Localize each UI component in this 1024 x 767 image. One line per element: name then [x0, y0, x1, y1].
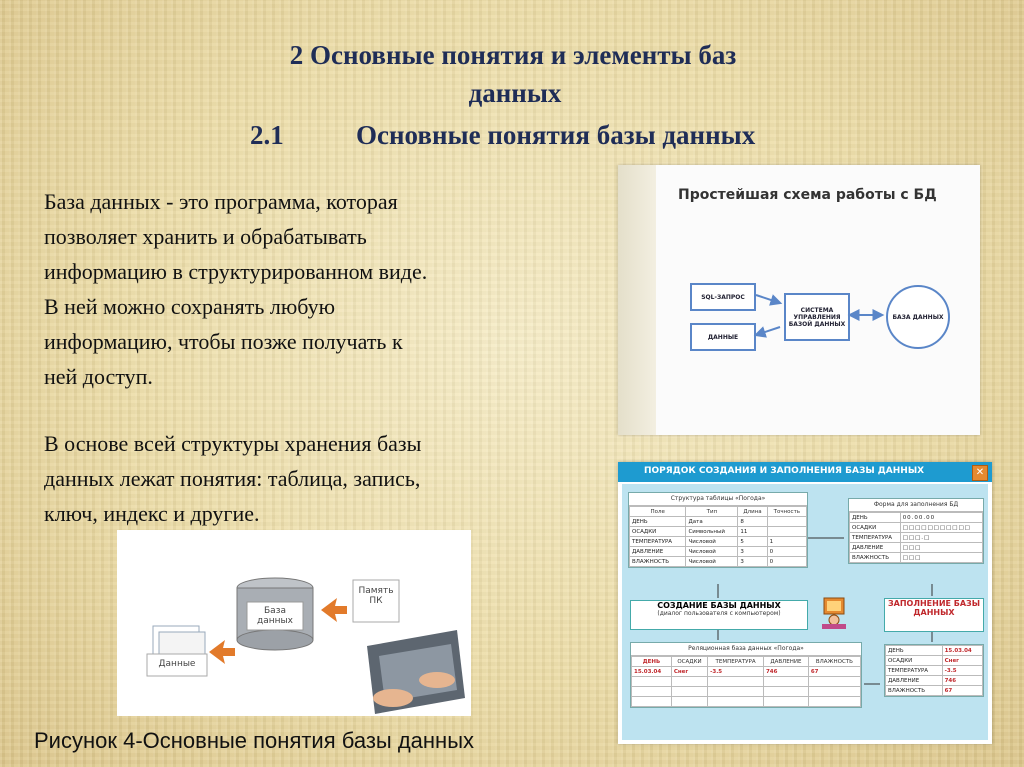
table-row [630, 547, 807, 557]
table-cell [671, 687, 707, 697]
filled-form-table [884, 644, 984, 697]
table-cell [708, 677, 764, 687]
subtitle-number: 2.1 [250, 120, 284, 150]
table-cell [763, 687, 808, 697]
table-cell: 00.00.00 [900, 513, 982, 523]
table-row [632, 677, 861, 687]
table-cell [671, 677, 707, 687]
cylinder-label-line2: данных [257, 616, 293, 626]
structure-header: Тип [686, 507, 738, 517]
table-cell: ТЕМПЕРАТУРА [630, 537, 686, 547]
table-cell: 1 [767, 537, 806, 547]
procedure-header-text: ПОРЯДОК СОЗДАНИЯ И ЗАПОЛНЕНИЯ БАЗЫ ДАННЫХ [644, 466, 925, 476]
table-cell: ВЛАЖНОСТЬ [886, 686, 943, 696]
figure-caption: Рисунок 4-Основные понятия базы данных [34, 728, 475, 753]
arrow-dbms-to-data [756, 327, 780, 335]
relational-table [630, 642, 862, 708]
table-cell: 67 [808, 667, 860, 677]
relational-header: ДАВЛЕНИЕ [763, 657, 808, 667]
query-box: SQL-ЗАПРОС [690, 283, 756, 311]
table-cell: -3.5 [708, 667, 764, 677]
table-cell: 746 [942, 676, 982, 686]
table-cell [708, 687, 764, 697]
paragraph-definition [44, 184, 574, 394]
create-db-banner [630, 600, 808, 630]
table-cell [808, 677, 860, 687]
table-cell: □□□ [900, 553, 982, 563]
table-cell: 0 [767, 547, 806, 557]
filled-form-grid [885, 645, 983, 696]
structure-grid [629, 506, 807, 567]
cylinder-bottom [237, 630, 313, 650]
form-table [848, 498, 984, 564]
table-row [886, 656, 983, 666]
table-cell: Числовой [686, 547, 738, 557]
table-cell: -3.5 [942, 666, 982, 676]
paragraph-line: данных лежат понятия: таблица, запись, [44, 466, 421, 491]
arrow-data-to-db [209, 640, 235, 664]
paragraph-structure [44, 426, 574, 531]
table-cell: 3 [738, 547, 767, 557]
table-row [886, 686, 983, 696]
table-row [630, 527, 807, 537]
table-cell: 8 [738, 517, 767, 527]
table-row [850, 533, 983, 543]
table-cell: 15.03.04 [942, 646, 982, 656]
structure-table [628, 492, 808, 568]
paragraph-line: информацию, чтобы позже получать к [44, 329, 403, 354]
arrow-query-to-dbms [756, 295, 780, 303]
data-label: Данные [158, 659, 196, 669]
table-cell: ДЕНЬ [886, 646, 943, 656]
table-cell: ВЛАЖНОСТЬ [630, 557, 686, 567]
user-computer-icon-glyph [818, 596, 850, 630]
table-cell: Снег [942, 656, 982, 666]
structure-header: Точность [767, 507, 806, 517]
figure-db-procedure [618, 462, 992, 744]
table-cell: □□□.□ [900, 533, 982, 543]
table-cell: ДАВЛЕНИЕ [630, 547, 686, 557]
table-cell [763, 677, 808, 687]
table-row [632, 687, 861, 697]
table-cell: ДЕНЬ [850, 513, 901, 523]
table-cell [763, 697, 808, 707]
memory-label-line1: Память [358, 586, 394, 596]
table-row [886, 666, 983, 676]
form-caption: Форма для заполнения БД [849, 499, 983, 512]
table-cell: Снег [671, 667, 707, 677]
table-cell: ДАВЛЕНИЕ [886, 676, 943, 686]
slide-title-line2: данных [468, 78, 562, 108]
table-cell: 746 [763, 667, 808, 677]
table-row [850, 523, 983, 533]
table-row [886, 646, 983, 656]
table-cell: Числовой [686, 557, 738, 567]
table-row [630, 557, 807, 567]
table-row [850, 553, 983, 563]
table-cell [808, 687, 860, 697]
structure-header: Поле [630, 507, 686, 517]
create-db-title: СОЗДАНИЕ БАЗЫ ДАННЫХ [657, 601, 781, 610]
user-computer-icon [818, 596, 850, 630]
relational-caption: Реляционная база данных «Погода» [631, 643, 861, 656]
close-icon: ✕ [972, 465, 988, 481]
schema-title: Простейшая схема работы с БД [678, 187, 937, 203]
table-row [630, 517, 807, 527]
table-cell [632, 687, 672, 697]
figure-db-schema [618, 165, 980, 435]
table-cell: ТЕМПЕРАТУРА [886, 666, 943, 676]
table-cell: ВЛАЖНОСТЬ [850, 553, 901, 563]
paragraph-line: позволяет хранить и обрабатывать [44, 224, 367, 249]
paragraph-line: В основе всей структуры хранения базы [44, 431, 422, 456]
table-cell: Дата [686, 517, 738, 527]
table-row [850, 513, 983, 523]
relational-header: ДЕНЬ [632, 657, 672, 667]
relational-grid [631, 656, 861, 707]
fill-db-banner [884, 598, 984, 632]
memory-label [353, 586, 399, 606]
form-grid [849, 512, 983, 563]
table-cell: 0 [767, 557, 806, 567]
table-row [850, 543, 983, 553]
table-cell [767, 527, 806, 537]
cylinder-label [247, 606, 303, 626]
schema-arrows [618, 165, 980, 435]
paragraph-line: ключ, индекс и другие. [44, 501, 260, 526]
create-db-subtitle: (диалог пользователя с компьютером) [657, 610, 781, 617]
table-cell: Символьный [686, 527, 738, 537]
subtitle-text: Основные понятия базы данных [356, 120, 756, 150]
table-row [886, 676, 983, 686]
data-box: ДАННЫЕ [690, 323, 756, 351]
table-cell: ОСАДКИ [850, 523, 901, 533]
table-cell [671, 697, 707, 707]
paragraph-line: информацию в структурированном виде. [44, 259, 428, 284]
procedure-body [622, 484, 988, 740]
slide-title-line1: 2 Основные понятия и элементы баз [289, 40, 737, 70]
structure-header: Длина [738, 507, 767, 517]
table-row [632, 697, 861, 707]
memory-label-line2: ПК [369, 596, 383, 606]
structure-caption: Структура таблицы «Погода» [629, 493, 807, 506]
database-circle: БАЗА ДАННЫХ [886, 285, 950, 349]
table-cell: Числовой [686, 537, 738, 547]
relational-header: ТЕМПЕРАТУРА [708, 657, 764, 667]
table-cell: 11 [738, 527, 767, 537]
hand-right [419, 672, 455, 688]
hand-left [373, 689, 413, 707]
table-cell: □□□□□□□□□□□ [900, 523, 982, 533]
table-cell: ДАВЛЕНИЕ [850, 543, 901, 553]
table-cell: ОСАДКИ [630, 527, 686, 537]
procedure-header [618, 462, 992, 482]
paragraph-line: ней доступ. [44, 364, 153, 389]
table-cell [632, 697, 672, 707]
arrow-db-to-memory [321, 598, 347, 622]
fill-db-title: ЗАПОЛНЕНИЕ БАЗЫ ДАННЫХ [887, 599, 981, 617]
table-cell [632, 677, 672, 687]
table-cell: ОСАДКИ [886, 656, 943, 666]
relational-header: ОСАДКИ [671, 657, 707, 667]
table-cell [708, 697, 764, 707]
dbms-box: СИСТЕМА УПРАВЛЕНИЯ БАЗОЙ ДАННЫХ [784, 293, 850, 341]
table-cell: 3 [738, 557, 767, 567]
table-cell: 5 [738, 537, 767, 547]
relational-header: ВЛАЖНОСТЬ [808, 657, 860, 667]
cylinder-label-line1: База [264, 606, 286, 616]
paragraph-line: В ней можно сохранять любую [44, 294, 336, 319]
table-row [630, 537, 807, 547]
table-cell [767, 517, 806, 527]
table-cell: ДЕНЬ [630, 517, 686, 527]
paragraph-line: База данных - это программа, которая [44, 189, 398, 214]
figure-db-illustration [117, 530, 471, 716]
table-cell [808, 697, 860, 707]
table-row [632, 667, 861, 677]
table-cell: 67 [942, 686, 982, 696]
table-cell: □□□ [900, 543, 982, 553]
table-cell: 15.03.04 [632, 667, 672, 677]
table-cell: ТЕМПЕРАТУРА [850, 533, 901, 543]
